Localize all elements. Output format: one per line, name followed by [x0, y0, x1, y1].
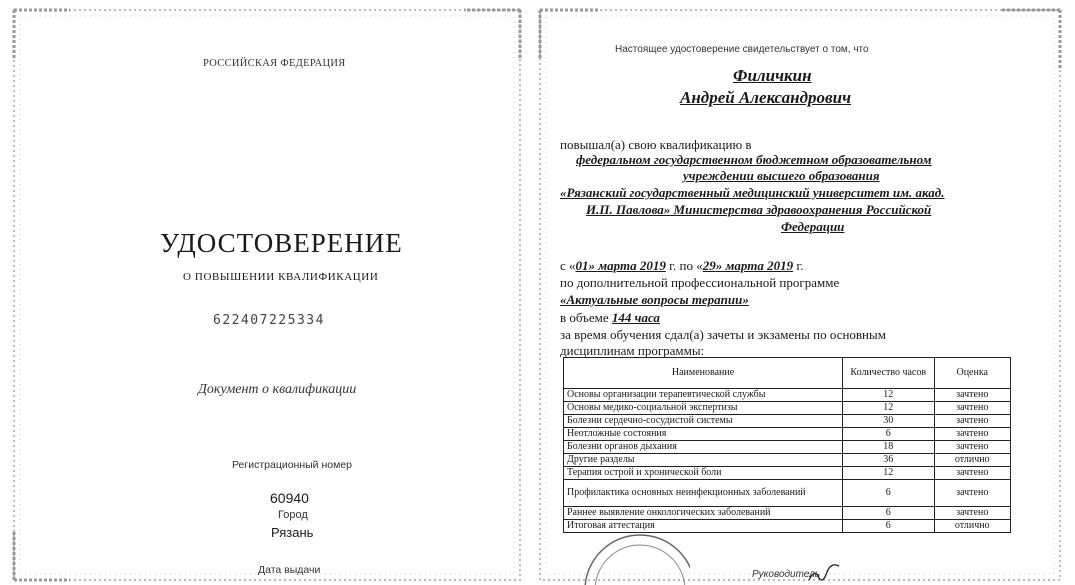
document-type: Документ о квалификации: [198, 382, 357, 397]
program-text: по дополнительной профессиональной программе: [560, 275, 840, 290]
qualification-text: повышал(а) свою квалификацию в: [560, 137, 752, 152]
holder-name: Андрей Александрович: [680, 88, 851, 107]
table-row: [564, 415, 1011, 428]
course-name: Болезни органов дыхания: [564, 441, 843, 454]
certificate-number: 622407225334: [213, 313, 325, 328]
certificate-subtitle: О ПОВЫШЕНИИ КВАЛИФИКАЦИИ: [183, 271, 379, 283]
course-hours: 30: [843, 415, 934, 428]
header-name: Наименование: [564, 358, 843, 389]
signature: [805, 560, 845, 585]
course-hours: 6: [843, 507, 934, 520]
disciplines-table: [563, 357, 1011, 533]
course-name: Раннее выявление онкологических заболеваний: [564, 507, 843, 520]
course-hours: 6: [843, 428, 934, 441]
certificate-title: УДОСТОВЕРЕНИЕ: [160, 228, 403, 258]
table-row: [564, 402, 1011, 415]
table-row: [564, 507, 1011, 520]
course-name: Терапия острой и хронической боли: [564, 467, 843, 480]
program-name: «Актуальные вопросы терапии»: [560, 292, 749, 307]
course-name: Профилактика основных неинфекционных заболеваний: [564, 480, 843, 507]
table-row: [564, 389, 1011, 402]
course-hours: 12: [843, 402, 934, 415]
ornamental-border-left: [0, 0, 530, 585]
issue-date-label: Дата выдачи: [258, 564, 321, 576]
course-grade: зачтено: [934, 415, 1011, 428]
course-grade: зачтено: [934, 389, 1011, 402]
holder-surname: Филичкин: [733, 66, 812, 85]
table-row: [564, 428, 1011, 441]
signature-label: Руководитель: [752, 569, 821, 580]
header-hours: Количество часов: [843, 358, 934, 389]
table-header-row: [564, 358, 1011, 389]
left-page: [0, 0, 530, 585]
registration-label: Регистрационный номер: [232, 459, 352, 471]
institution-line-5: Федерации: [781, 219, 845, 234]
exams-text-line-1: за время обучения сдал(а) зачеты и экзамены по основным: [560, 327, 886, 342]
exams-text-line-2: дисциплинам программы:: [560, 343, 705, 358]
table-row: [564, 480, 1011, 507]
course-name: Болезни сердечно-сосудистой системы: [564, 415, 843, 428]
institution-line-4: И.П. Павлова» Министерства здравоохранения Российской: [586, 202, 932, 217]
course-grade: зачтено: [934, 467, 1011, 480]
course-name: Основы организации терапевтической службы: [564, 389, 843, 402]
table-row: [564, 520, 1011, 533]
institution-line-3: «Рязанский государственный медицинский университет им. акад.: [560, 185, 945, 200]
course-hours: 12: [843, 389, 934, 402]
header-grade: Оценка: [934, 358, 1011, 389]
course-hours: 6: [843, 480, 934, 507]
program-volume: в объеме 144 часа: [560, 310, 660, 325]
course-hours: 36: [843, 454, 934, 467]
course-grade: отлично: [934, 520, 1011, 533]
course-grade: зачтено: [934, 507, 1011, 520]
course-grade: отлично: [934, 454, 1011, 467]
course-hours: 6: [843, 520, 934, 533]
course-grade: зачтено: [934, 441, 1011, 454]
country-label: РОССИЙСКАЯ ФЕДЕРАЦИЯ: [203, 58, 346, 69]
table-row: [564, 454, 1011, 467]
table-row: [564, 441, 1011, 454]
registration-number: 60940: [270, 490, 309, 506]
city-label: Город: [278, 509, 308, 521]
course-name: Другие разделы: [564, 454, 843, 467]
course-name: Неотложные состояния: [564, 428, 843, 441]
course-hours: 18: [843, 441, 934, 454]
course-name: Основы медико-социальной экспертизы: [564, 402, 843, 415]
course-grade: зачтено: [934, 480, 1011, 507]
institution-line-1: федеральном государственном бюджетном образовательном: [576, 152, 932, 167]
table-row: [564, 467, 1011, 480]
course-name: Итоговая аттестация: [564, 520, 843, 533]
study-period: с «01» марта 2019 г. по «29» марта 2019 г.: [560, 258, 804, 273]
course-grade: зачтено: [934, 428, 1011, 441]
certificate-intro: Настоящее удостоверение свидетельствует о том, что: [615, 44, 869, 55]
city-name: Рязань: [271, 525, 314, 540]
institution-line-2: учреждении высшего образования: [683, 168, 880, 183]
course-grade: зачтено: [934, 402, 1011, 415]
course-hours: 12: [843, 467, 934, 480]
